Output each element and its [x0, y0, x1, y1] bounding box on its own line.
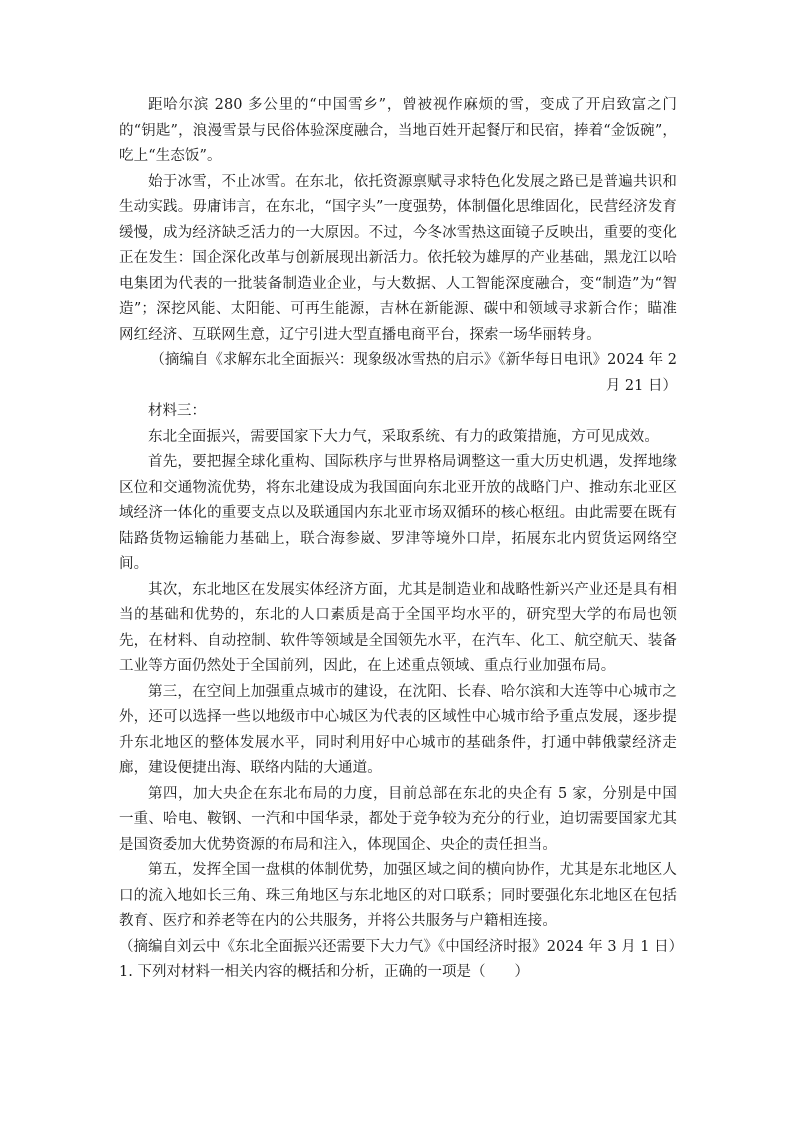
question-1: 1. 下列对材料一相关内容的概括和分析，正确的一项是（ ） [119, 964, 529, 980]
paragraph-third: 第三，在空间上加强重点城市的建设，在沈阳、长春、哈尔滨和大连等中心城市之外，还可以选择一些以地级市中心城区为代表的区域性中心城市给予重点发展，逐步提升东北地区的整体发展水平，同时利用好中心城市的基础条件，打通中韩俄蒙经济走廊，建设便捷出海、联络内陆的大通道。 [119, 683, 677, 776]
paragraph-snow-town: 距哈尔滨 280 多公里的“中国雪乡”，曾被视作麻烦的雪，变成了开启致富之门的“钥匙”，浪漫雪景与民俗体验深度融合，当地百姓开起餐厅和民宿，捧着“金饭碗”，吃上“生态饭”。 [119, 97, 677, 164]
paragraph-fourth: 第四，加大央企在东北布局的力度，目前总部在东北的央企有 5 家，分别是中国一重、哈电、鞍钢、一汽和中国华录，都处于竞争较为充分的行业，迫切需要国家尤其是国资委加大优势资源的布局和注入，体现国企、央企的责任担当。 [119, 785, 677, 853]
source-citation-2: （摘编自刘云中《东北全面振兴还需要下大力气》《中国经济时报》2024 年 3 月 1 日） [119, 938, 684, 955]
paragraph-first: 首先，要把握全球化重构、国际秩序与世界格局调整这一重大历史机遇，发挥地缘区位和交通物流优势，将东北建设成为我国面向东北亚开放的战略门户、推动东北亚区域经济一体化的重要支点以及联通国内东北亚市场双循环的核心枢纽。由此需要在既有陆路货物运输能力基础上，联合海参崴、罗津等境外口岸，拓展东北内贸货运网络空间。 [119, 454, 677, 572]
paragraph-fifth: 第五，发挥全国一盘棋的体制优势，加强区域之间的横向协作，尤其是东北地区人口的流入地如长三角、珠三角地区与东北地区的对口联系；同时要强化东北地区在包括教育、医疗和养老等在内的公共服务，并将公共服务与户籍相连接。 [119, 862, 677, 929]
paragraph-ice-snow: 始于冰雪，不止冰雪。在东北，依托资源禀赋寻求特色化发展之路已是普遍共识和生动实践。毋庸讳言，在东北，“国字头”一度强势，体制僵化思维固化，民营经济发育缓慢，成为经济缺乏活力的一大原因。不过，今冬冰雪热这面镜子反映出，重要的变化正在发生：国企深化改革与创新展现出新活力。依托较为雄厚的产业基础，黑龙江以哈电集团为代表的一批装备制造业企业，与大数据、人工智能深度融合，变“制造”为“智造”；深挖风能、太阳能、可再生能源，吉林在新能源、碳中和领域寻求新合作；瞄准网红经济、互联网生意，辽宁引进大型直播电商平台，探索一场华丽转身。 [119, 173, 677, 343]
paragraph-second: 其次，东北地区在发展实体经济方面，尤其是制造业和战略性新兴产业还是具有相当的基础和优势的，东北的人口素质是高于全国平均水平的，研究型大学的布局也领先，在材料、自动控制、软件等领域是全国领先水平，在汽车、化工、航空航天、装备工业等方面仍然处于全国前列，因此，在上述重点领域、重点行业加强布局。 [119, 581, 677, 674]
document-page [119, 93, 684, 986]
source-citation-1: （摘编自《求解东北全面振兴：现象级冰雪热的启示》《新华每日电讯》2024 年 2 月 21 日） [150, 352, 677, 394]
paragraph-overview: 东北全面振兴，需要国家下大力气，采取系统、有力的政策措施，方可见成效。 [148, 428, 659, 445]
material-three-heading: 材料三： [148, 403, 206, 419]
